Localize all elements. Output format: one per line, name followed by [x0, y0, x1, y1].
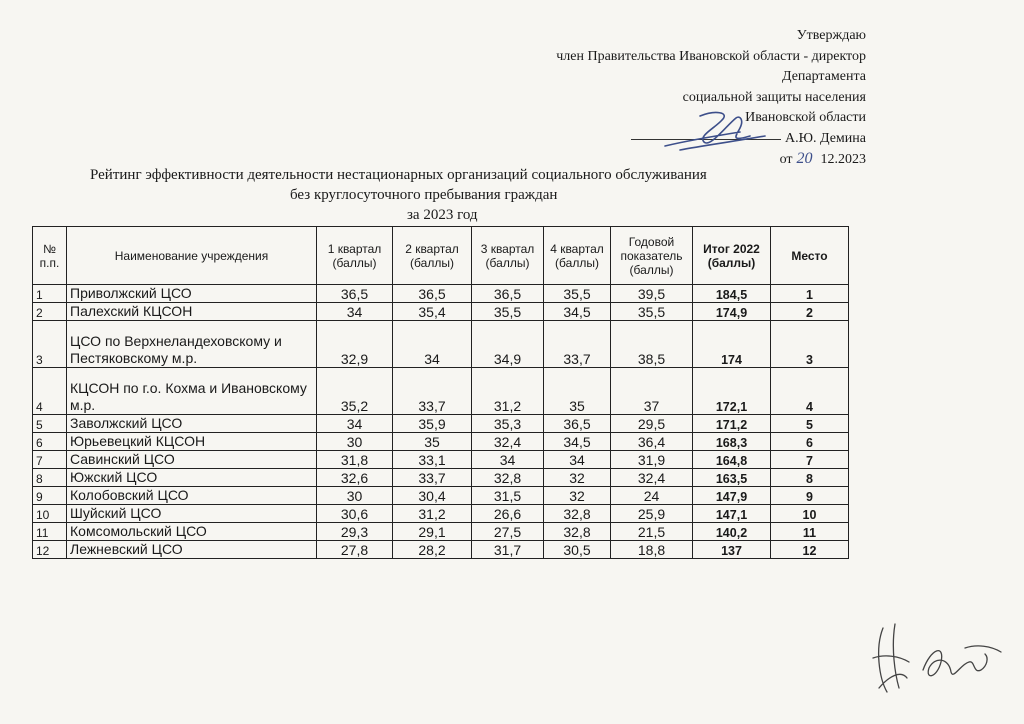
table-row	[33, 285, 849, 303]
cell-q1: 30,6	[317, 505, 393, 523]
signature-icon	[660, 106, 770, 152]
cell-place: 7	[771, 451, 849, 469]
cell-q3: 31,7	[472, 541, 544, 559]
cell-q4: 32,8	[544, 523, 611, 541]
cell-name: КЦСОН по г.о. Кохма и Ивановскому м.р.	[67, 368, 317, 415]
rating-table	[32, 226, 849, 559]
cell-num: 6	[33, 433, 67, 451]
table-row	[33, 505, 849, 523]
cell-num: 2	[33, 303, 67, 321]
title-line-3: за 2023 год	[407, 207, 478, 223]
cell-place: 8	[771, 469, 849, 487]
cell-name: Лежневский ЦСО	[67, 541, 317, 559]
cell-place: 11	[771, 523, 849, 541]
cell-q2: 30,4	[393, 487, 472, 505]
cell-total: 174	[693, 321, 771, 368]
header-place: Место	[771, 227, 849, 285]
cell-total: 164,8	[693, 451, 771, 469]
cell-q2: 31,2	[393, 505, 472, 523]
header-name: Наименование учреждения	[67, 227, 317, 285]
cell-q4: 32	[544, 487, 611, 505]
cell-place: 6	[771, 433, 849, 451]
approval-region: Ивановской области	[745, 110, 866, 125]
cell-q4: 35	[544, 368, 611, 415]
cell-total: 171,2	[693, 415, 771, 433]
table-row	[33, 541, 849, 559]
cell-place: 1	[771, 285, 849, 303]
cell-q2: 35	[393, 433, 472, 451]
cell-name: Колобовский ЦСО	[67, 487, 317, 505]
table-row	[33, 487, 849, 505]
cell-q4: 35,5	[544, 285, 611, 303]
cell-num: 3	[33, 321, 67, 368]
cell-name: Шуйский ЦСО	[67, 505, 317, 523]
cell-name: Комсомольский ЦСО	[67, 523, 317, 541]
table-row	[33, 321, 849, 368]
document-title	[90, 165, 850, 225]
cell-q2: 33,7	[393, 469, 472, 487]
header-q2: 2 квартал (баллы)	[393, 227, 472, 285]
cell-name: Южский ЦСО	[67, 469, 317, 487]
cell-q2: 35,9	[393, 415, 472, 433]
cell-name: Савинский ЦСО	[67, 451, 317, 469]
cell-q4: 30,5	[544, 541, 611, 559]
cell-place: 2	[771, 303, 849, 321]
cell-q4: 34,5	[544, 303, 611, 321]
cell-place: 10	[771, 505, 849, 523]
cell-num: 5	[33, 415, 67, 433]
date-prefix: от	[779, 152, 793, 167]
signature-icon	[865, 618, 1005, 698]
cell-q3: 36,5	[472, 285, 544, 303]
cell-q3: 34,9	[472, 321, 544, 368]
cell-q4: 36,5	[544, 415, 611, 433]
cell-q1: 29,3	[317, 523, 393, 541]
cell-q1: 34	[317, 415, 393, 433]
cell-annual: 35,5	[611, 303, 693, 321]
cell-q3: 31,5	[472, 487, 544, 505]
cell-total: 137	[693, 541, 771, 559]
header-num: № п.п.	[33, 227, 67, 285]
cell-annual: 36,4	[611, 433, 693, 451]
cell-q1: 30	[317, 487, 393, 505]
cell-num: 12	[33, 541, 67, 559]
cell-name: Юрьевецкий КЦСОН	[67, 433, 317, 451]
cell-q1: 35,2	[317, 368, 393, 415]
cell-num: 7	[33, 451, 67, 469]
cell-annual: 21,5	[611, 523, 693, 541]
cell-place: 3	[771, 321, 849, 368]
cell-name: Заволжский ЦСО	[67, 415, 317, 433]
approval-signatory: А.Ю. Демина	[785, 130, 866, 146]
cell-num: 11	[33, 523, 67, 541]
cell-q1: 36,5	[317, 285, 393, 303]
cell-annual: 24	[611, 487, 693, 505]
cell-annual: 31,9	[611, 451, 693, 469]
cell-q1: 27,8	[317, 541, 393, 559]
cell-name: Палехский КЦСОН	[67, 303, 317, 321]
table-row	[33, 451, 849, 469]
cell-q3: 32,4	[472, 433, 544, 451]
cell-num: 8	[33, 469, 67, 487]
cell-q3: 35,5	[472, 303, 544, 321]
cell-total: 172,1	[693, 368, 771, 415]
cell-num: 10	[33, 505, 67, 523]
cell-total: 163,5	[693, 469, 771, 487]
cell-q4: 34,5	[544, 433, 611, 451]
cell-q3: 31,2	[472, 368, 544, 415]
cell-annual: 37	[611, 368, 693, 415]
cell-q2: 29,1	[393, 523, 472, 541]
cell-q2: 33,7	[393, 368, 472, 415]
date-day-handwritten: 20	[796, 150, 813, 167]
cell-q1: 32,9	[317, 321, 393, 368]
cell-q3: 32,8	[472, 469, 544, 487]
cell-q2: 33,1	[393, 451, 472, 469]
table-header-row	[33, 227, 849, 285]
approval-signatory-line	[446, 129, 866, 150]
cell-num: 9	[33, 487, 67, 505]
cell-q4: 32,8	[544, 505, 611, 523]
cell-annual: 25,9	[611, 505, 693, 523]
approval-position: член Правительства Ивановской области - директор	[556, 48, 866, 64]
cell-q3: 35,3	[472, 415, 544, 433]
cell-place: 12	[771, 541, 849, 559]
cell-total: 140,2	[693, 523, 771, 541]
table-row	[33, 368, 849, 415]
table-row	[33, 303, 849, 321]
table-row	[33, 433, 849, 451]
cell-q2: 36,5	[393, 285, 472, 303]
cell-annual: 29,5	[611, 415, 693, 433]
cell-name: Приволжский ЦСО	[67, 285, 317, 303]
cell-q4: 33,7	[544, 321, 611, 368]
approval-block	[446, 26, 866, 171]
cell-total: 184,5	[693, 285, 771, 303]
cell-q1: 31,8	[317, 451, 393, 469]
cell-total: 147,1	[693, 505, 771, 523]
cell-annual: 38,5	[611, 321, 693, 368]
cell-annual: 18,8	[611, 541, 693, 559]
cell-q1: 34	[317, 303, 393, 321]
cell-q4: 34	[544, 451, 611, 469]
cell-annual: 32,4	[611, 469, 693, 487]
approval-department-name: социальной защиты населения	[682, 89, 866, 105]
table-row	[33, 469, 849, 487]
cell-num: 1	[33, 285, 67, 303]
title-line-2: без круглосуточного пребывания граждан	[290, 187, 558, 203]
header-annual: Годовой показатель (баллы)	[611, 227, 693, 285]
cell-q2: 34	[393, 321, 472, 368]
cell-annual: 39,5	[611, 285, 693, 303]
cell-num: 4	[33, 368, 67, 415]
cell-total: 147,9	[693, 487, 771, 505]
title-line-1: Рейтинг эффективности деятельности нестационарных организаций социального обслуживания	[90, 167, 707, 183]
table-row	[33, 523, 849, 541]
table-row	[33, 415, 849, 433]
approval-title: Утверждаю	[796, 28, 866, 43]
cell-name: ЦСО по Верхнеландеховскому и Пестяковскому м.р.	[67, 321, 317, 368]
header-q4: 4 квартал (баллы)	[544, 227, 611, 285]
cell-q3: 27,5	[472, 523, 544, 541]
date-rest: 12.2023	[820, 152, 866, 167]
cell-q2: 35,4	[393, 303, 472, 321]
header-q3: 3 квартал (баллы)	[472, 227, 544, 285]
cell-q1: 30	[317, 433, 393, 451]
cell-total: 168,3	[693, 433, 771, 451]
header-total: Итог 2022 (баллы)	[693, 227, 771, 285]
cell-q3: 34	[472, 451, 544, 469]
cell-total: 174,9	[693, 303, 771, 321]
cell-place: 4	[771, 368, 849, 415]
cell-place: 9	[771, 487, 849, 505]
cell-q2: 28,2	[393, 541, 472, 559]
header-q1: 1 квартал (баллы)	[317, 227, 393, 285]
approval-department: Департамента	[781, 69, 866, 84]
cell-q1: 32,6	[317, 469, 393, 487]
cell-place: 5	[771, 415, 849, 433]
cell-q3: 26,6	[472, 505, 544, 523]
cell-q4: 32	[544, 469, 611, 487]
